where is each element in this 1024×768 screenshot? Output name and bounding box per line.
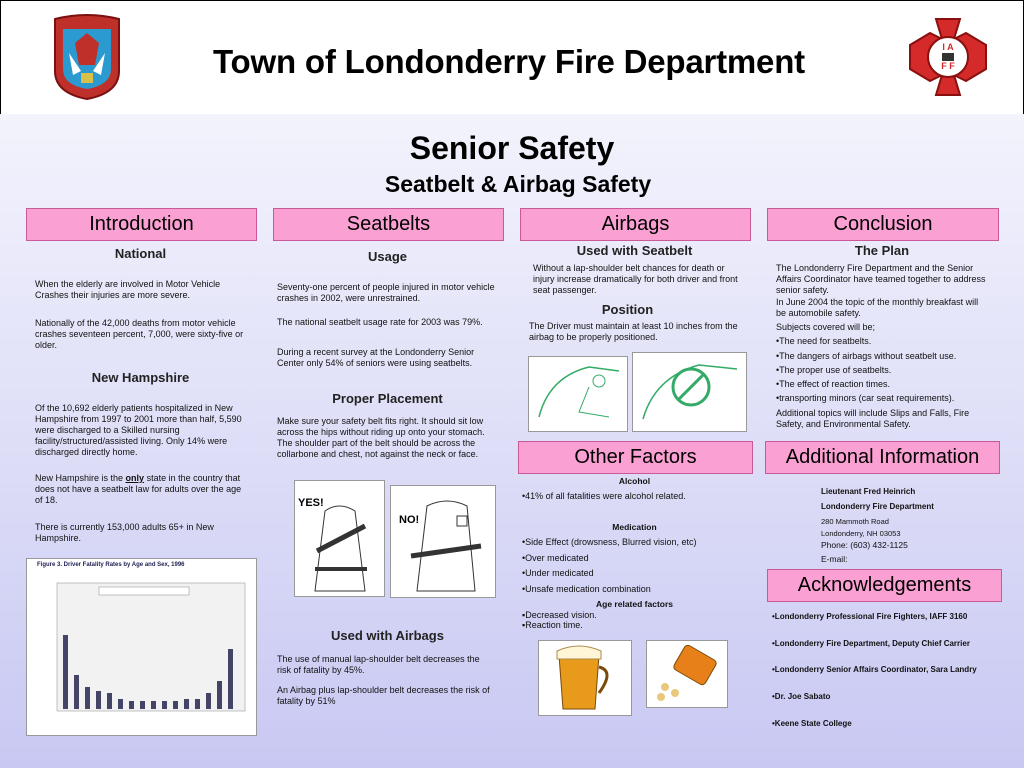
- poster-title: Senior Safety: [409, 130, 615, 166]
- fatality-rate-figure: [26, 558, 257, 736]
- figure-bar: [162, 701, 167, 709]
- seatbelt-correct-image: [294, 480, 385, 597]
- pill-bottle-icon: [647, 641, 727, 707]
- seatbelts-paragraph-3: During a recent survey at the Londonderry Senior Center only 54% of seniors were using seatbelts.: [277, 347, 475, 368]
- figure-bar: [173, 701, 178, 709]
- figure-bar: [217, 681, 222, 709]
- introduction-header: Introduction: [26, 208, 257, 241]
- conclusion-paragraph-2: In June 2004 the topic of the monthly breakfast will be automobile safety.: [776, 297, 979, 318]
- other-factors-header: Other Factors: [518, 441, 753, 474]
- airbag-proper-illustration: [529, 357, 627, 431]
- airbag-improper-image: [632, 352, 747, 432]
- national-heading: National: [114, 246, 167, 261]
- figure-bar: [107, 693, 112, 709]
- airbags-header: Airbags: [520, 208, 751, 241]
- ack-item-4: •Dr. Joe Sabato: [772, 692, 831, 701]
- conclusion-item-4: •The effect of reaction times.: [776, 379, 891, 389]
- seatbelts-paragraph-5: The use of manual lap-shoulder belt decreases the risk of fatality by 45%.: [277, 654, 480, 675]
- conclusion-item-3: •The proper use of seatbelts.: [776, 365, 892, 375]
- figure-bar: [74, 675, 79, 709]
- figure-bar: [184, 699, 189, 709]
- fatality-bar-chart: [31, 573, 251, 731]
- poster-subtitle: Seatbelt & Airbag Safety: [384, 171, 652, 197]
- conclusion-paragraph-1: The Londonderry Fire Department and the Senior Affairs Coordinator have teamed together to address senior safety.: [776, 263, 986, 295]
- figure-bar: [140, 701, 145, 709]
- contact-city: Londonderry, NH 03053: [821, 529, 901, 538]
- svg-text:F F: F F: [941, 61, 955, 71]
- seatbelts-paragraph-4: Make sure your safety belt fits right. It should sit low across the hips without riding up onto your stomach. The shoulder part of the belt should be across the collarbone and chest, not against the neck or face.: [277, 416, 485, 459]
- airbag-proper-image: [528, 356, 628, 432]
- contact-organization: Londonderry Fire Department: [821, 502, 934, 511]
- figure-bar: [63, 635, 68, 709]
- medication-item-2: •Over medicated: [522, 553, 589, 563]
- age-item-2: ▪Reaction time.: [522, 620, 583, 630]
- intro-paragraph-2: Nationally of the 42,000 deaths from motor vehicle crashes seventeen percent, 7,000, were sixty-five or older.: [35, 318, 244, 350]
- ack-item-1: •Londonderry Professional Fire Fighters, IAFF 3160: [772, 612, 968, 621]
- contact-street: 280 Mammoth Road: [821, 517, 889, 526]
- figure-bar: [195, 699, 200, 709]
- proper-placement-heading: Proper Placement: [332, 391, 443, 406]
- conclusion-item-5: •transporting minors (car seat requirements).: [776, 393, 955, 403]
- the-plan-heading: The Plan: [854, 243, 910, 258]
- airbags-paragraph-2: The Driver must maintain at least 10 inches from the airbag to be properly positioned.: [529, 321, 738, 342]
- intro-paragraph-4: New Hampshire is the only state in the country that does not have a seatbelt law for adults over the age of 18.: [35, 473, 242, 505]
- figure-title: Figure 3. Driver Fatality Rates by Age and Sex, 1996: [37, 562, 185, 568]
- new-hampshire-heading: New Hampshire: [91, 370, 190, 385]
- medication-item-1: •Side Effect (drowsness, Blurred vision, etc): [522, 537, 697, 547]
- department-title: Town of Londonderry Fire Department: [213, 43, 805, 80]
- ack-item-2: •Londonderry Fire Department, Deputy Chief Carrier: [772, 639, 970, 648]
- seatbelts-paragraph-2: The national seatbelt usage rate for 2003 was 79%.: [277, 317, 483, 327]
- used-with-seatbelt-heading: Used with Seatbelt: [576, 243, 693, 258]
- conclusion-item-2: •The dangers of airbags without seatbelt use.: [776, 351, 957, 361]
- medication-item-4: •Unsafe medication combination: [522, 584, 651, 594]
- beer-glass-image: [538, 640, 632, 716]
- contact-email-label: E-mail:: [821, 554, 848, 564]
- intro-paragraph-5: There is currently 153,000 adults 65+ in New Hampshire.: [35, 522, 214, 543]
- figure-bar: [151, 701, 156, 709]
- age-factors-heading: Age related factors: [596, 599, 673, 609]
- additional-info-header: Additional Information: [765, 441, 1000, 474]
- medication-item-3: •Under medicated: [522, 568, 594, 578]
- conclusion-paragraph-4: Additional topics will include Slips and Falls, Fire Safety, and Environmental Safety.: [776, 408, 970, 429]
- conclusion-item-1: •The need for seatbelts.: [776, 336, 872, 346]
- seatbelt-incorrect-image: [390, 485, 496, 598]
- alcohol-heading: Alcohol: [618, 476, 651, 486]
- seatbelts-paragraph-1: Seventy-one percent of people injured in motor vehicle crashes in 2002, were unrestrained.: [277, 282, 495, 303]
- airbags-paragraph-1: Without a lap-shoulder belt chances for death or injury increase dramatically for both driver and front seat passenger.: [533, 263, 738, 295]
- conclusion-paragraph-3: Subjects covered will be;: [776, 322, 876, 332]
- ack-item-5: •Keene State College: [772, 719, 852, 728]
- usage-heading: Usage: [367, 249, 408, 264]
- beer-mug-icon: [539, 641, 631, 715]
- conclusion-header: Conclusion: [767, 208, 999, 241]
- alcohol-item: •41% of all fatalities were alcohol related.: [522, 491, 686, 501]
- figure-bar: [129, 701, 134, 709]
- figure-bar: [96, 691, 101, 709]
- ack-item-3: •Londonderry Senior Affairs Coordinator, Sara Landry: [772, 665, 977, 674]
- acknowledgements-header: Acknowledgements: [767, 569, 1002, 602]
- iaff-maltese-cross-logo: [906, 15, 990, 99]
- figure-bar: [85, 687, 90, 709]
- figure-bar: [118, 699, 123, 709]
- seatbelt-incorrect-illustration: [391, 486, 495, 597]
- no-label: NO!: [399, 514, 420, 526]
- airbag-improper-illustration: [633, 353, 746, 431]
- yes-label: YES!: [298, 497, 324, 509]
- position-heading: Position: [601, 302, 654, 317]
- age-item-1: ▪Decreased vision.: [522, 610, 597, 620]
- contact-name: Lieutenant Fred Heinrich: [821, 487, 916, 496]
- intro-paragraph-3: Of the 10,692 elderly patients hospitalized in New Hampshire from 1997 to 2001 more than half, 5,590 were discharged to a Skilled nursing facility/structured/assisted living. Only 14% were discharged directly home.: [35, 403, 242, 457]
- medication-heading: Medication: [612, 522, 657, 532]
- intro-paragraph-1: When the elderly are involved in Motor Vehicle Crashes their injuries are more severe.: [35, 279, 221, 300]
- svg-text:I A: I A: [942, 42, 954, 52]
- contact-phone: Phone: (603) 432-1125: [821, 540, 908, 550]
- seatbelts-header: Seatbelts: [273, 208, 504, 241]
- pill-bottle-image: [646, 640, 728, 708]
- figure-bar: [206, 693, 211, 709]
- used-with-airbags-heading: Used with Airbags: [331, 628, 444, 643]
- seatbelts-paragraph-6: An Airbag plus lap-shoulder belt decreases the risk of fatality by 51%: [277, 685, 490, 706]
- header-banner: [0, 0, 1024, 115]
- figure-bar: [228, 649, 233, 709]
